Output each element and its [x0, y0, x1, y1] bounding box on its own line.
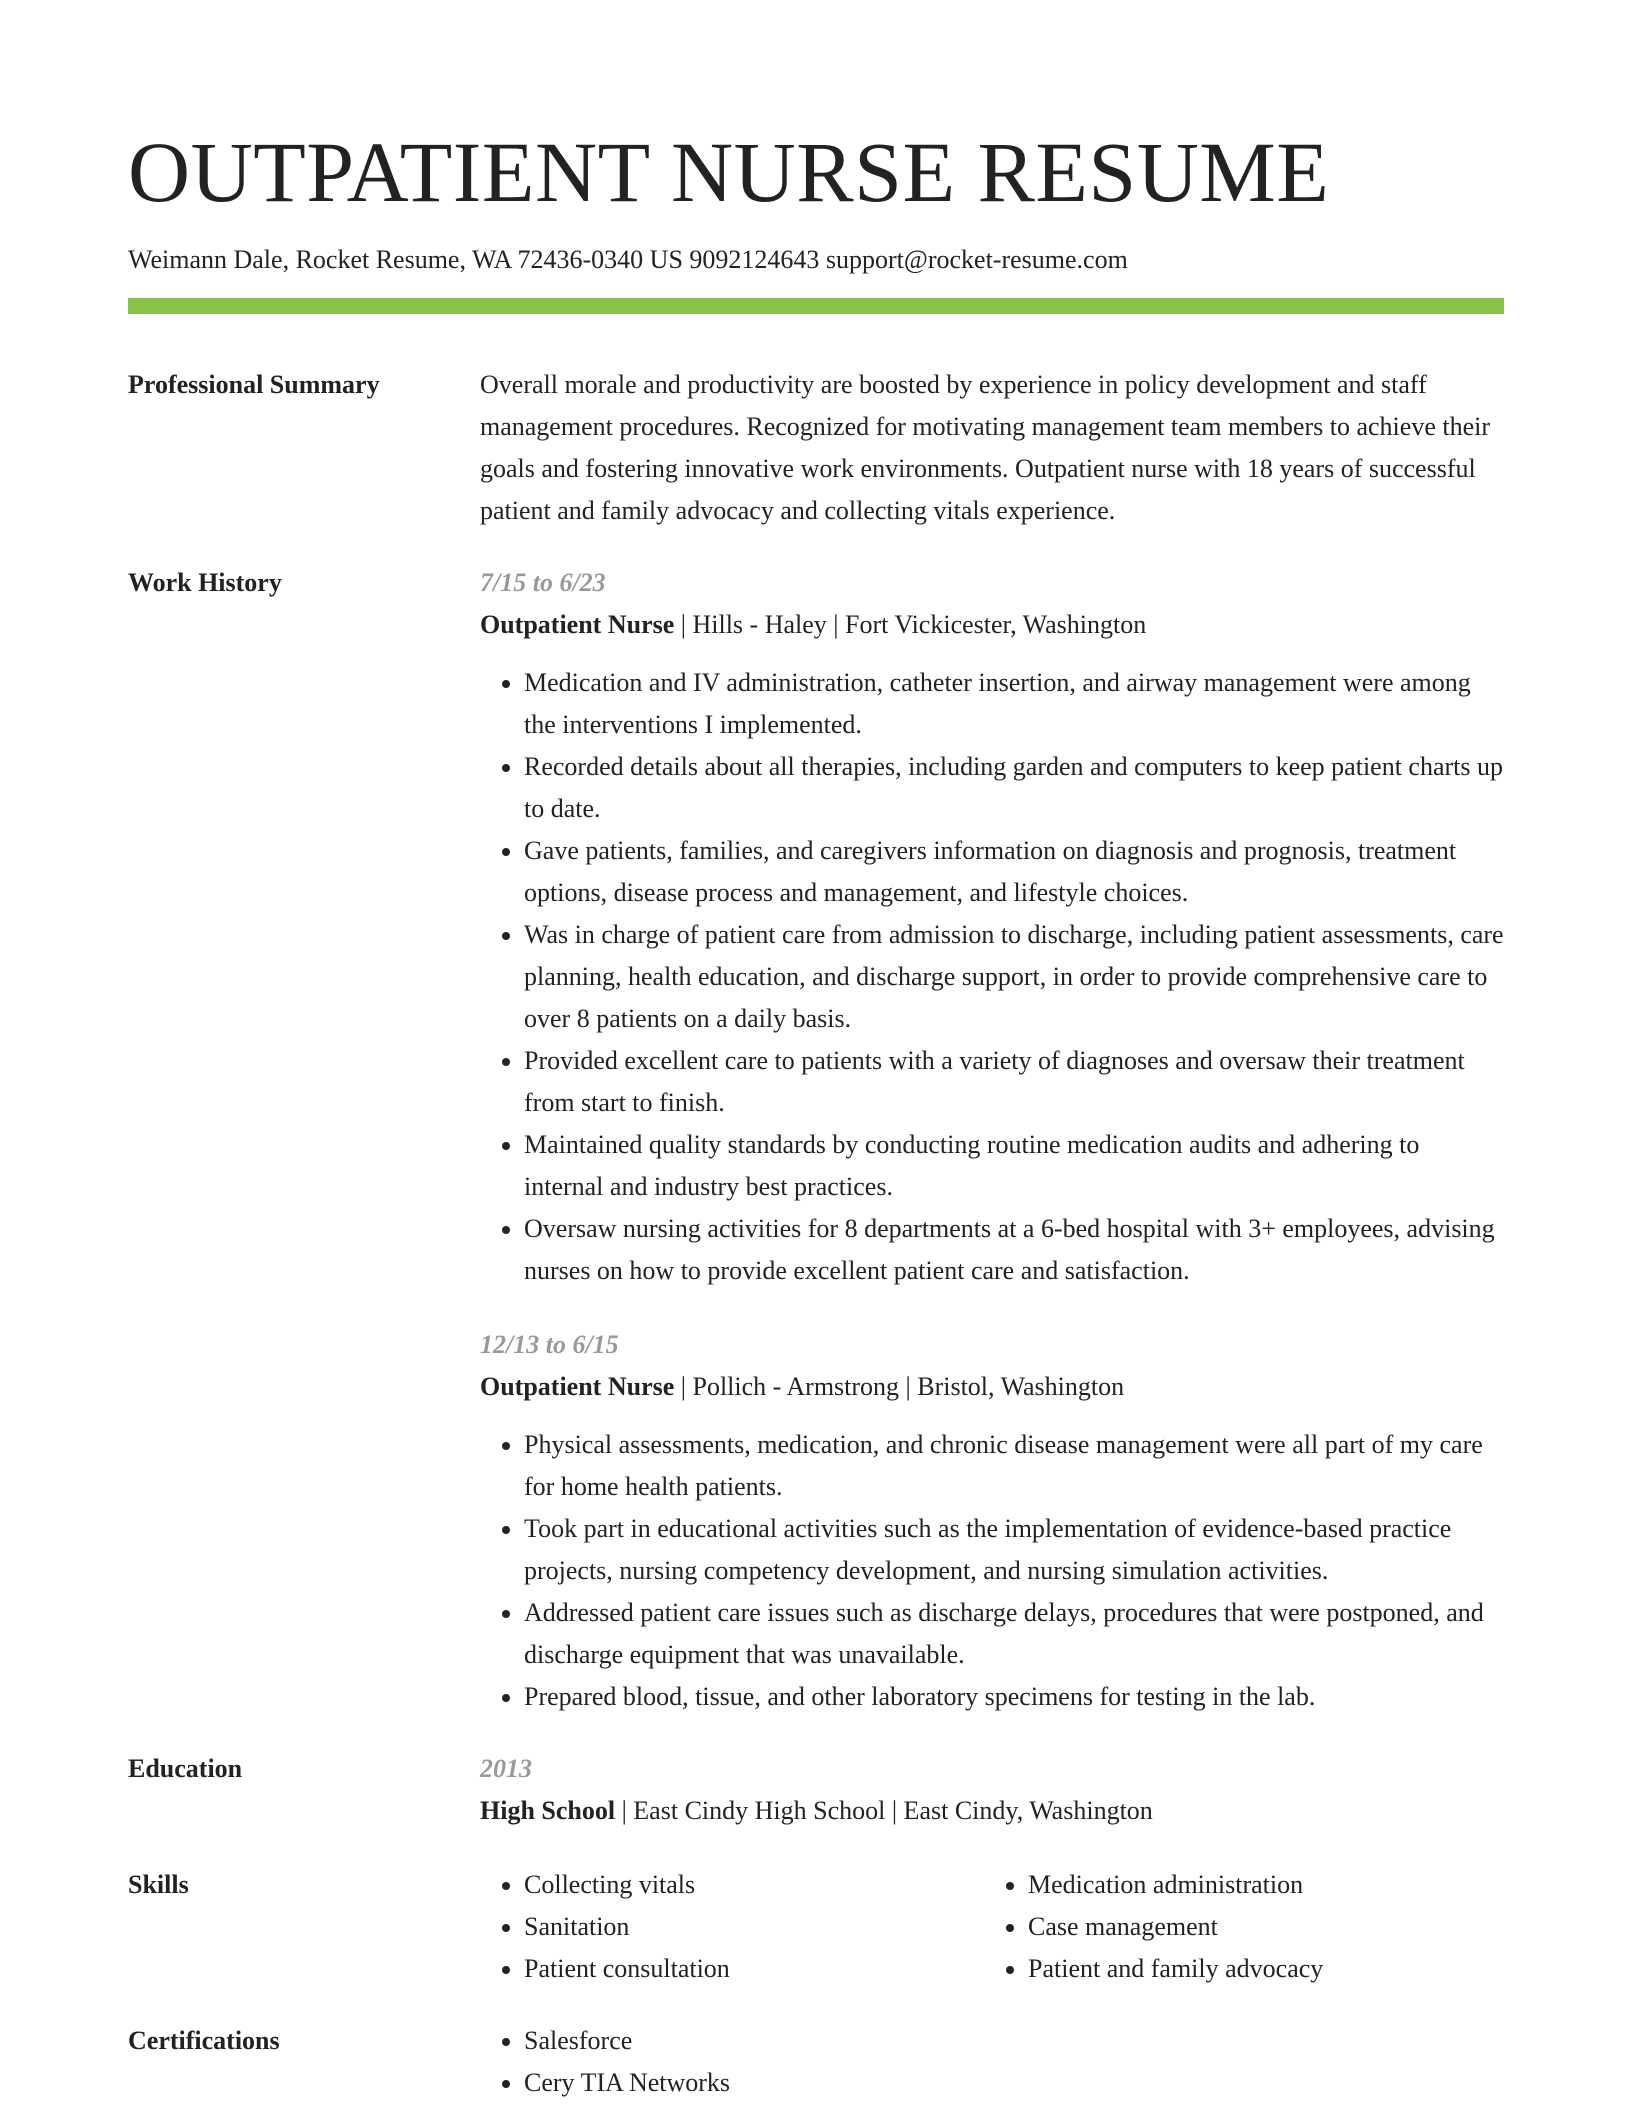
header-divider [128, 298, 1504, 314]
contact-line: Weimann Dale, Rocket Resume, WA 72436-0340 US 9092124643 support@rocket-resume.com [128, 245, 1128, 274]
certifications-section [128, 2020, 1504, 2104]
job-entry [480, 1324, 1504, 1718]
education-degree: High School [480, 1796, 616, 1825]
job-heading [480, 604, 1504, 646]
skills-column-right [984, 1864, 1488, 1990]
job-details: | Pollich - Armstrong | Bristol, Washington [674, 1372, 1125, 1401]
section-label: Skills [128, 1870, 189, 1899]
education-section [128, 1748, 1504, 1832]
list-item: • Maintained quality standards by conducting routine medication audits and adhering to internal and industry best practices. [524, 1124, 1504, 1208]
certifications-body [480, 2020, 1504, 2104]
job-bullets [480, 1424, 1504, 1718]
education-heading [480, 1790, 1504, 1832]
list-item: • Collecting vitals [524, 1864, 984, 1906]
list-item: • Sanitation [524, 1906, 984, 1948]
job-entry [480, 562, 1504, 1292]
job-dates: 7/15 to 6/23 [480, 568, 606, 597]
job-details: | Hills - Haley | Fort Vickicester, Washington [674, 610, 1147, 639]
list-item: • Salesforce [524, 2020, 1504, 2062]
list-item: • Physical assessments, medication, and chronic disease management were all part of my care for home health patients. [524, 1424, 1504, 1508]
list-item: • Provided excellent care to patients with a variety of diagnoses and oversaw their treatment from start to finish. [524, 1040, 1504, 1124]
list-item: • Case management [1028, 1906, 1488, 1948]
list-item: • Cery TIA Networks [524, 2062, 1504, 2104]
skills-grid [480, 1864, 1504, 1990]
skills-column-left [480, 1864, 984, 1990]
list-item: • Took part in educational activities such as the implementation of evidence-based practice projects, nursing competency development, and nursing simulation activities. [524, 1508, 1504, 1592]
skills-section [128, 1864, 1504, 1990]
list-item: • Medication and IV administration, catheter insertion, and airway management were among the interventions I implemented. [524, 662, 1504, 746]
job-bullets [480, 662, 1504, 1292]
resume-page [128, 0, 1504, 2104]
list-item: • Addressed patient care issues such as discharge delays, procedures that were postponed, and discharge equipment that was unavailable. [524, 1592, 1504, 1676]
list-item: • Was in charge of patient care from admission to discharge, including patient assessments, care planning, health education, and discharge support, in order to provide comprehensive care to over 8 patients on a daily basis. [524, 914, 1504, 1040]
section-label: Professional Summary [128, 370, 380, 399]
job-dates: 12/13 to 6/15 [480, 1330, 619, 1359]
education-body [480, 1748, 1504, 1832]
list-item: • Patient consultation [524, 1948, 984, 1990]
section-label: Education [128, 1754, 243, 1783]
list-item: • Recorded details about all therapies, including garden and computers to keep patient charts up to date. [524, 746, 1504, 830]
job-title: Outpatient Nurse [480, 610, 675, 639]
summary-section [128, 364, 1504, 532]
list-item: • Gave patients, families, and caregivers information on diagnosis and prognosis, treatment options, disease process and management, and lifestyle choices. [524, 830, 1504, 914]
certifications-list [480, 2020, 1504, 2104]
work-history-body [480, 562, 1504, 1718]
section-label: Work History [128, 568, 282, 597]
page-title: OUTPATIENT NURSE RESUME [128, 124, 1330, 220]
summary-text: Overall morale and productivity are boosted by experience in policy development and staff management procedures. Recognized for motivating management team members to achieve their goals and fostering innovative work environments. Outpatient nurse with 18 years of successful patient and family advocacy and collecting vitals experience. [480, 370, 1491, 525]
education-year: 2013 [480, 1754, 532, 1783]
list-item: • Medication administration [1028, 1864, 1488, 1906]
list-item: • Patient and family advocacy [1028, 1948, 1488, 1990]
job-title: Outpatient Nurse [480, 1372, 675, 1401]
list-item: • Prepared blood, tissue, and other laboratory specimens for testing in the lab. [524, 1676, 1504, 1718]
work-history-section [128, 562, 1504, 1718]
section-label: Certifications [128, 2026, 280, 2055]
job-heading [480, 1366, 1504, 1408]
list-item: • Oversaw nursing activities for 8 departments at a 6-bed hospital with 3+ employees, advising nurses on how to provide excellent patient care and satisfaction. [524, 1208, 1504, 1292]
education-details: | East Cindy High School | East Cindy, Washington [615, 1796, 1153, 1825]
